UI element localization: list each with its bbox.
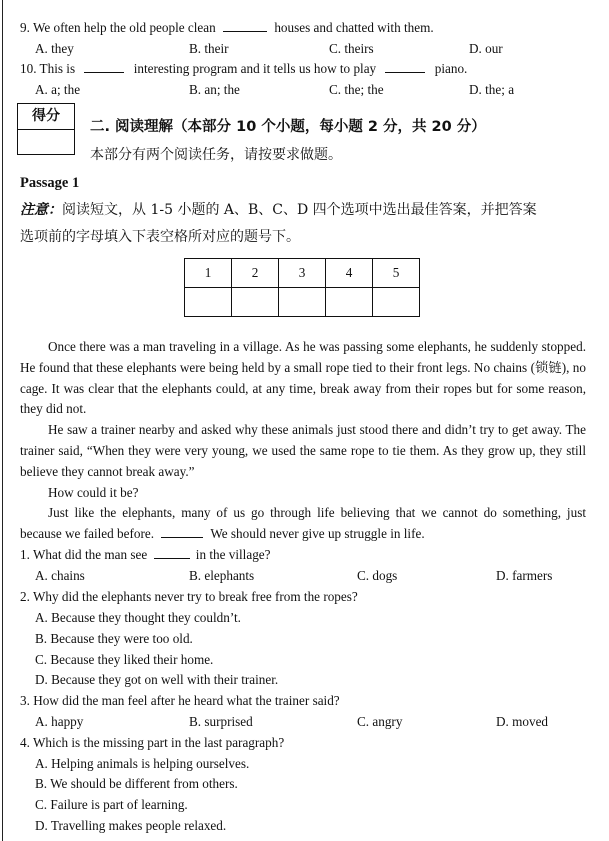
score-box-label: 得分: [18, 104, 74, 130]
q9-option-a[interactable]: A. they: [35, 41, 74, 56]
q9-option-c[interactable]: C. theirs: [329, 41, 374, 56]
q10-option-d[interactable]: D. the; a: [469, 82, 515, 97]
answer-cell[interactable]: [373, 288, 420, 317]
q2-option-c[interactable]: C. Because they liked their home.: [35, 652, 214, 667]
answer-cell[interactable]: [232, 288, 279, 317]
answer-table-header: 5: [373, 259, 420, 288]
q9-option-b[interactable]: B. their: [189, 41, 229, 56]
answer-blank[interactable]: [154, 548, 190, 559]
question-3-stem: 3. How did the man feel after he heard what the trainer said?: [20, 693, 340, 708]
q9-option-d[interactable]: D. our: [469, 41, 503, 56]
passage-paragraph-2: He saw a trainer nearby and asked why these animals just stood there and didn’t try to get away. The trainer said, “When they were very young, we used the same rope to tie them. As they grow up, they still believe they cannot break away.”: [20, 422, 586, 479]
question-10-stem: [20, 62, 467, 75]
q10-text-middle: interesting program and it tells us how to play: [133, 61, 377, 76]
section-title: 二. 阅读理解（本部分 10 个小题，每小题 2 分，共 20 分）: [90, 119, 486, 135]
answer-table-header: 1: [185, 259, 232, 288]
q2-option-b[interactable]: B. Because they were too old.: [35, 631, 193, 646]
q10-option-b[interactable]: B. an; the: [189, 82, 240, 97]
passage-paragraph-3: How could it be?: [48, 484, 139, 500]
passage-paragraph-1: Once there was a man traveling in a village. As he was passing some elephants, he suddenly stopped. He found that these elephants were being held by a small rope tied to their front legs. No chains (锁链), no cage. It was clear that the elephants could, at any time, break away from their ropes but for some reason, they did not.: [20, 339, 586, 417]
question-4-stem: 4. Which is the missing part in the last paragraph?: [20, 735, 285, 750]
q1-text-before: 1. What did the man see: [20, 547, 148, 562]
note-text-1: 阅读短文，从 1-5 小题的 A、B、C、D 四个选项中选出最佳答案，并把答案: [62, 202, 537, 218]
question-1-stem: [20, 548, 271, 561]
answer-blank[interactable]: [385, 62, 425, 73]
q9-text-before: 9. We often help the old people clean: [20, 20, 216, 35]
section-subtitle: 本部分有两个阅读任务，请按要求做题。: [90, 147, 342, 163]
q10-text-after: piano.: [434, 61, 468, 76]
q10-option-a[interactable]: A. a; the: [35, 82, 81, 97]
q1-option-b[interactable]: B. elephants: [189, 568, 255, 583]
passage-paragraph-4-before: Just like the elephants, many of us go through life believing that we cannot do something, just because we failed before.: [20, 505, 586, 542]
q3-option-b[interactable]: B. surprised: [189, 714, 253, 729]
note-line-1: [20, 203, 537, 217]
q4-option-a[interactable]: A. Helping animals is helping ourselves.: [35, 756, 250, 771]
question-2-stem: 2. Why did the elephants never try to break free from the ropes?: [20, 589, 358, 604]
note-label: 注意：: [20, 202, 62, 218]
answer-cell[interactable]: [326, 288, 373, 317]
passage-body: [20, 337, 586, 545]
answer-cell[interactable]: [279, 288, 326, 317]
score-input-area[interactable]: [18, 130, 74, 154]
q10-text-before: 10. This is: [20, 61, 76, 76]
q1-option-c[interactable]: C. dogs: [357, 568, 398, 583]
passage-paragraph-4: [20, 503, 586, 545]
q9-text-after: houses and chatted with them.: [274, 20, 434, 35]
q3-option-a[interactable]: A. happy: [35, 714, 84, 729]
note-line-2: 选项前的字母填入下表空格所对应的题号下。: [20, 229, 300, 245]
passage-paragraph-4-after: We should never give up struggle in life.: [210, 526, 425, 542]
q1-option-a[interactable]: A. chains: [35, 568, 85, 583]
q4-option-b[interactable]: B. We should be different from others.: [35, 776, 238, 791]
answer-table-header: 3: [279, 259, 326, 288]
q2-option-d[interactable]: D. Because they got on well with their trainer.: [35, 672, 279, 687]
score-box: [17, 103, 75, 155]
answer-cell[interactable]: [185, 288, 232, 317]
left-margin-line: [2, 0, 3, 841]
answer-table-input-row: [185, 288, 420, 317]
q4-option-d[interactable]: D. Travelling makes people relaxed.: [35, 818, 227, 833]
answer-table-header: 2: [232, 259, 279, 288]
q3-option-c[interactable]: C. angry: [357, 714, 403, 729]
passage-title: Passage 1: [20, 175, 80, 191]
q1-text-after: in the village?: [195, 547, 271, 562]
q1-option-d[interactable]: D. farmers: [496, 568, 553, 583]
answer-blank[interactable]: [161, 527, 203, 538]
answer-table-header-row: [185, 259, 420, 288]
answer-table-header: 4: [326, 259, 373, 288]
q3-option-d[interactable]: D. moved: [496, 714, 549, 729]
answer-blank[interactable]: [223, 21, 267, 32]
answer-table: [184, 258, 420, 317]
q4-option-c[interactable]: C. Failure is part of learning.: [35, 797, 188, 812]
q2-option-a[interactable]: A. Because they thought they couldn’t.: [35, 610, 241, 625]
question-9-stem: [20, 21, 434, 34]
q10-option-c[interactable]: C. the; the: [329, 82, 384, 97]
answer-blank[interactable]: [84, 62, 124, 73]
